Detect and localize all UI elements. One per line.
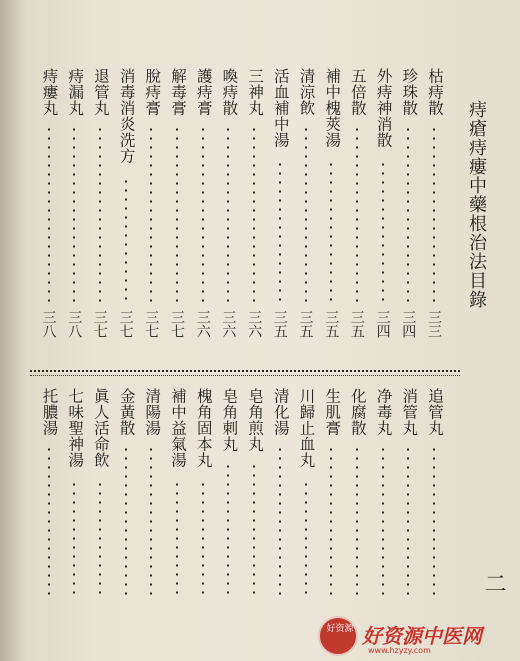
toc-entry-name: 七味聖神湯 <box>66 388 85 468</box>
toc-leader-dots <box>176 480 178 601</box>
toc-leader-dots <box>305 480 307 601</box>
toc-entry-name: 消管丸 <box>400 388 419 436</box>
toc-leader-dots <box>433 445 435 601</box>
toc-entry-name: 消毒消炎洗方 <box>117 68 136 164</box>
toc-entry-name: 净毒丸 <box>374 388 393 436</box>
toc-entry-name: 清化湯 <box>271 388 290 436</box>
toc-entry <box>424 0 446 620</box>
toc-entry <box>116 0 138 620</box>
toc-entry-name: 化腐散 <box>348 388 367 436</box>
toc-leader-dots <box>382 445 384 601</box>
toc-entry <box>167 0 189 620</box>
toc-entry <box>347 0 369 620</box>
toc-entry <box>373 0 395 620</box>
toc-entry-name: 追管丸 <box>426 388 444 436</box>
toc-leader-dots <box>227 462 229 600</box>
watermark <box>318 616 518 656</box>
toc-leader-dots <box>125 445 127 601</box>
toc-entry-name: 痔漏丸 <box>66 68 85 116</box>
toc-page-number: 三七 <box>117 310 134 338</box>
toc-leader-dots <box>330 445 332 601</box>
toc-entry-name: 皂角煎丸 <box>246 388 265 452</box>
toc-leader-dots <box>99 480 101 601</box>
toc-leader-dots <box>253 462 255 600</box>
toc-leader-dots <box>356 445 358 601</box>
toc-page-number: 三五 <box>297 310 314 338</box>
watermark-url: www.hzyzy.com <box>368 646 431 655</box>
toc-page-number: 三七 <box>143 310 160 338</box>
toc-page-number: 三五 <box>348 310 365 338</box>
toc-entry-name: 金黃散 <box>117 388 136 436</box>
toc-entry-name: 活血補中湯 <box>271 68 290 148</box>
toc-page-number: 三八 <box>66 310 83 338</box>
toc-entry-name: 外痔神消散 <box>374 68 393 148</box>
page-shadow <box>0 0 26 661</box>
toc-entry-name: 脫痔膏 <box>143 68 162 116</box>
toc-entry <box>270 0 292 620</box>
toc-entry-name: 枯痔散 <box>426 68 444 116</box>
side-page-number: 二 <box>481 572 506 594</box>
toc-entry-name: 痔瘻丸 <box>40 68 59 116</box>
toc-page-number: 三四 <box>374 310 391 338</box>
toc-entry-name: 補中槐莢湯 <box>323 68 342 148</box>
toc-entry-name: 解毒膏 <box>169 68 187 116</box>
toc-leader-dots <box>150 445 152 601</box>
toc-page-number: 三七 <box>91 310 108 338</box>
toc-entry-name: 三神丸 <box>246 68 265 116</box>
toc-entry-name: 補中益氣湯 <box>169 388 187 468</box>
toc-page-number: 三六 <box>194 310 211 338</box>
toc-page-number: 三六 <box>220 310 237 338</box>
toc-entry <box>321 0 343 620</box>
toc-page-number: 三六 <box>246 310 263 338</box>
toc-entry-name: 喚痔散 <box>220 68 239 116</box>
toc-entry <box>141 0 163 620</box>
toc-entry <box>39 0 61 620</box>
toc-entry-name: 槐角固本丸 <box>194 388 213 468</box>
toc-entry-name: 護痔膏 <box>194 68 213 116</box>
toc-leader-dots <box>73 480 75 601</box>
toc-entry-name: 清陽湯 <box>143 388 162 436</box>
toc-page-number: 三五 <box>271 310 288 338</box>
watermark-seal-text: 好资源 <box>326 624 354 634</box>
watermark-seal-icon <box>318 616 358 656</box>
toc-entry-name: 五倍散 <box>348 68 367 116</box>
toc-page-number: 三八 <box>40 310 57 338</box>
toc-entry <box>244 0 266 620</box>
toc-entry-name: 托膿湯 <box>40 388 59 436</box>
toc-entry-name: 眞人活命飲 <box>91 388 110 468</box>
toc-entry-name: 川歸止血丸 <box>297 388 316 468</box>
toc-entry-name: 清涼飲 <box>297 68 316 116</box>
toc-entry <box>64 0 86 620</box>
toc-page-number: 三七 <box>169 310 185 338</box>
toc-entry-name: 生肌膏 <box>323 388 342 436</box>
toc-entry-name: 皂角刺丸 <box>220 388 239 452</box>
toc-entry <box>398 0 420 620</box>
toc-page-number: 三三 <box>426 310 442 338</box>
toc-entry <box>296 0 318 620</box>
toc-leader-dots <box>48 445 50 601</box>
toc-leader-dots <box>279 445 281 601</box>
toc-page-number: 三五 <box>323 310 340 338</box>
toc-entry <box>193 0 215 620</box>
toc-leader-dots <box>202 480 204 601</box>
toc-entry <box>218 0 240 620</box>
toc-entry <box>90 0 112 620</box>
watermark-text: 好资源中医网 <box>362 624 482 648</box>
toc-title: 痔瘡痔瘻中藥根治法目錄 <box>466 100 487 309</box>
toc-entry-name: 珍珠散 <box>400 68 419 116</box>
toc-leader-dots <box>407 445 409 601</box>
toc-page-number: 三四 <box>400 310 417 338</box>
toc-entry-name: 退管丸 <box>91 68 110 116</box>
